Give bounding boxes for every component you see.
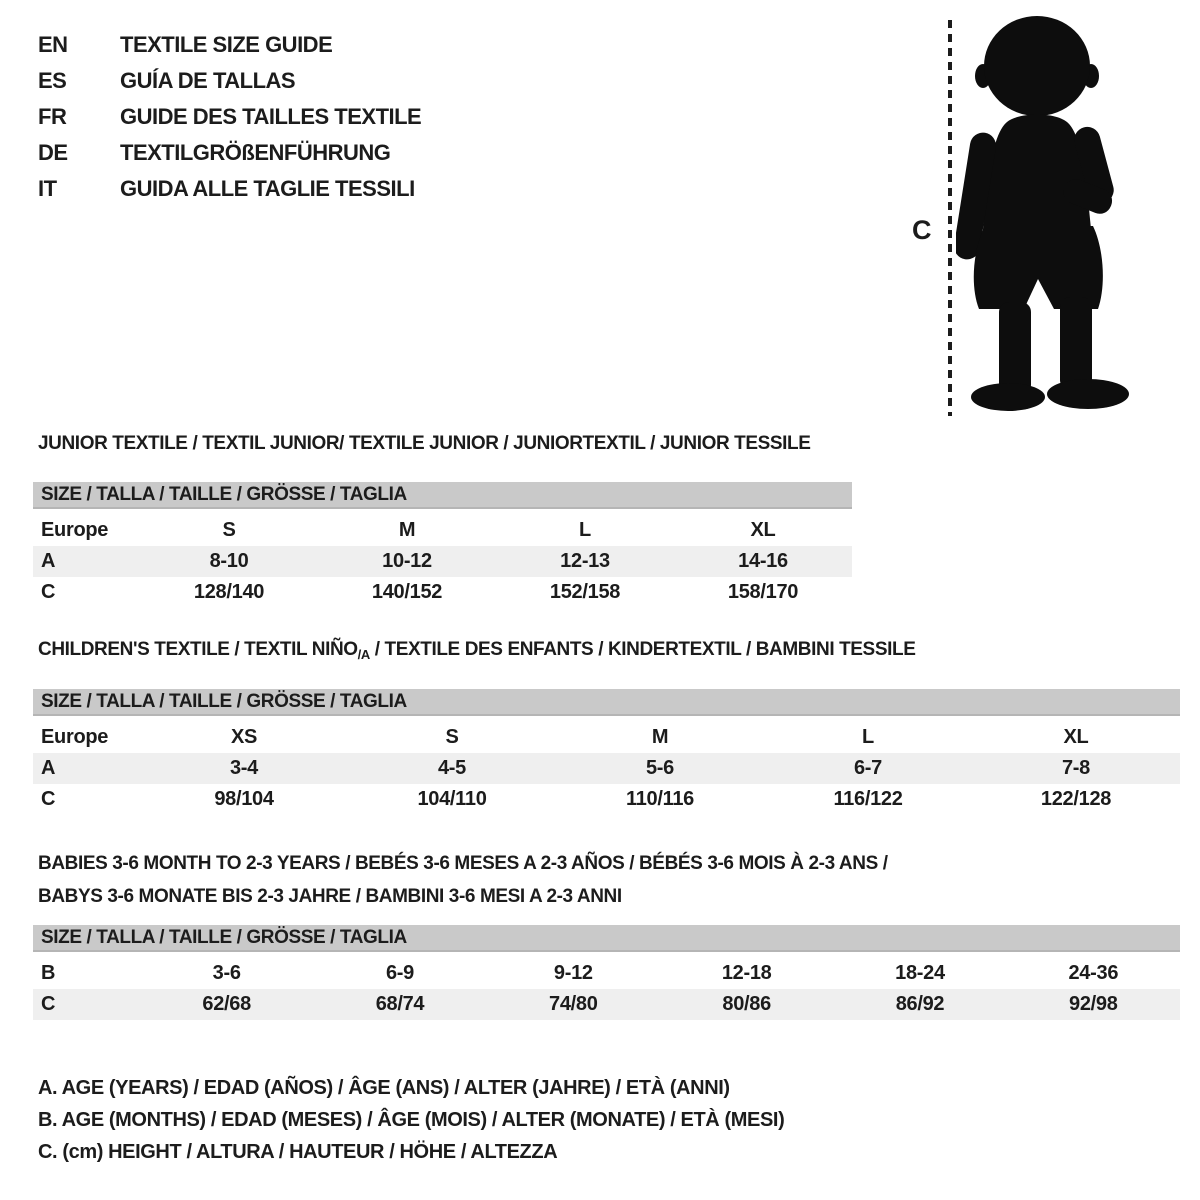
table-cell: 152/158 bbox=[549, 581, 621, 603]
babies-size-table-header: SIZE / TALLA / TAILLE / GRÖSSE / TAGLIA bbox=[33, 925, 1180, 952]
lang-row-en bbox=[38, 27, 421, 63]
table-cell: 104/110 bbox=[417, 788, 487, 810]
table-cell: M bbox=[651, 726, 669, 748]
babies-section-title bbox=[38, 847, 888, 913]
lang-row-es bbox=[38, 63, 421, 99]
row-label: C bbox=[41, 993, 56, 1015]
table-cell: 18-24 bbox=[895, 962, 945, 984]
table-cell: 6-9 bbox=[385, 962, 414, 984]
table-cell: 80/86 bbox=[722, 993, 771, 1015]
lang-code: EN bbox=[38, 32, 68, 57]
junior-size-table bbox=[33, 482, 852, 608]
junior-size-table-header: SIZE / TALLA / TAILLE / GRÖSSE / TAGLIA bbox=[33, 482, 852, 509]
row-label: C bbox=[41, 581, 56, 603]
lang-row-de bbox=[38, 135, 421, 171]
table-row bbox=[33, 546, 852, 577]
children-title-prefix: CHILDREN'S TEXTILE / TEXTIL NIÑO bbox=[38, 639, 358, 660]
lang-row-fr bbox=[38, 99, 421, 135]
table-row bbox=[33, 784, 1180, 815]
baby-silhouette bbox=[956, 12, 1148, 420]
table-cell: S bbox=[445, 726, 459, 748]
table-row bbox=[33, 577, 852, 608]
table-cell: 86/92 bbox=[895, 993, 945, 1015]
legend-line-b: B. AGE (MONTHS) / EDAD (MESES) / ÂGE (MOIS) / ALTER (MONATE) / ETÀ (MESI) bbox=[38, 1109, 785, 1131]
table-cell: XS bbox=[230, 726, 258, 748]
table-row bbox=[33, 515, 852, 546]
row-label: B bbox=[41, 962, 56, 984]
table-cell: 5-6 bbox=[645, 757, 674, 779]
children-size-table bbox=[33, 689, 1180, 815]
measurement-legend bbox=[38, 1072, 784, 1168]
row-label: A bbox=[41, 757, 56, 779]
children-section-title bbox=[38, 639, 915, 662]
table-cell: 140/152 bbox=[371, 581, 443, 603]
lang-code: ES bbox=[38, 68, 67, 93]
lang-code: FR bbox=[38, 104, 67, 129]
table-cell: 74/80 bbox=[549, 993, 598, 1015]
table-cell: S bbox=[222, 519, 236, 541]
table-row bbox=[33, 722, 1180, 753]
table-cell: 3-6 bbox=[212, 962, 241, 984]
children-title-subscript: /A bbox=[357, 647, 370, 662]
height-dashed-line bbox=[948, 20, 952, 416]
table-cell: 4-5 bbox=[437, 757, 466, 779]
children-title-suffix: / TEXTILE DES ENFANTS / KINDERTEXTIL / BAMBINI TESSILE bbox=[369, 639, 916, 660]
row-label: Europe bbox=[41, 726, 109, 748]
babies-title-line2: BABYS 3-6 MONATE BIS 2-3 JAHRE / BAMBINI 3-6 MESI A 2-3 ANNI bbox=[38, 886, 622, 907]
row-label: Europe bbox=[41, 519, 109, 541]
table-cell: 9-12 bbox=[553, 962, 593, 984]
table-cell: 12-13 bbox=[560, 550, 610, 572]
table-cell: L bbox=[862, 726, 874, 748]
table-cell: 128/140 bbox=[193, 581, 265, 603]
table-cell: 110/116 bbox=[626, 788, 694, 810]
legend-line-a: A. AGE (YEARS) / EDAD (AÑOS) / ÂGE (ANS) / ALTER (JAHRE) / ETÀ (ANNI) bbox=[38, 1077, 730, 1099]
lang-label: TEXTILE SIZE GUIDE bbox=[120, 32, 333, 57]
table-cell: XL bbox=[750, 519, 776, 541]
babies-size-table bbox=[33, 925, 1180, 1020]
table-cell: 158/170 bbox=[727, 581, 799, 603]
table-cell: 8-10 bbox=[209, 550, 249, 572]
table-cell: M bbox=[398, 519, 416, 541]
table-row bbox=[33, 989, 1180, 1020]
table-row bbox=[33, 958, 1180, 989]
table-cell: 24-36 bbox=[1068, 962, 1119, 984]
row-label: C bbox=[41, 788, 56, 810]
table-cell: 14-16 bbox=[738, 550, 788, 572]
junior-section-title: JUNIOR TEXTILE / TEXTIL JUNIOR/ TEXTILE JUNIOR / JUNIORTEXTIL / JUNIOR TESSILE bbox=[38, 433, 811, 454]
table-cell: XL bbox=[1063, 726, 1089, 748]
table-cell: 12-18 bbox=[721, 962, 772, 984]
table-cell: 6-7 bbox=[853, 757, 882, 779]
lang-code: DE bbox=[38, 140, 68, 165]
lang-code: IT bbox=[38, 176, 57, 201]
legend-line-c: C. (cm) HEIGHT / ALTURA / HAUTEUR / HÖHE / ALTEZZA bbox=[38, 1141, 558, 1163]
table-cell: 122/128 bbox=[1040, 788, 1112, 810]
language-header bbox=[38, 27, 421, 207]
table-cell: 62/68 bbox=[202, 993, 251, 1015]
table-cell: 98/104 bbox=[214, 788, 274, 810]
lang-label: TEXTILGRÖßENFÜHRUNG bbox=[120, 140, 391, 165]
height-measure-label: C bbox=[912, 215, 932, 245]
table-cell: 116/122 bbox=[833, 788, 903, 810]
table-cell: 92/98 bbox=[1069, 993, 1118, 1015]
table-cell: L bbox=[579, 519, 591, 541]
table-row bbox=[33, 753, 1180, 784]
table-cell: 68/74 bbox=[375, 993, 425, 1015]
table-cell: 7-8 bbox=[1061, 757, 1090, 779]
babies-title-line1: BABIES 3-6 MONTH TO 2-3 YEARS / BEBÉS 3-6 MESES A 2-3 AÑOS / BÉBÉS 3-6 MOIS À 2-3 ANS / bbox=[38, 853, 888, 874]
table-cell: 10-12 bbox=[382, 550, 432, 572]
lang-label: GUIDE DES TAILLES TEXTILE bbox=[120, 104, 422, 129]
table-cell: 3-4 bbox=[229, 757, 258, 779]
lang-row-it bbox=[38, 171, 421, 207]
children-size-table-header: SIZE / TALLA / TAILLE / GRÖSSE / TAGLIA bbox=[33, 689, 1180, 716]
row-label: A bbox=[41, 550, 56, 572]
lang-label: GUÍA DE TALLAS bbox=[120, 68, 296, 93]
lang-label: GUIDA ALLE TAGLIE TESSILI bbox=[120, 176, 415, 201]
